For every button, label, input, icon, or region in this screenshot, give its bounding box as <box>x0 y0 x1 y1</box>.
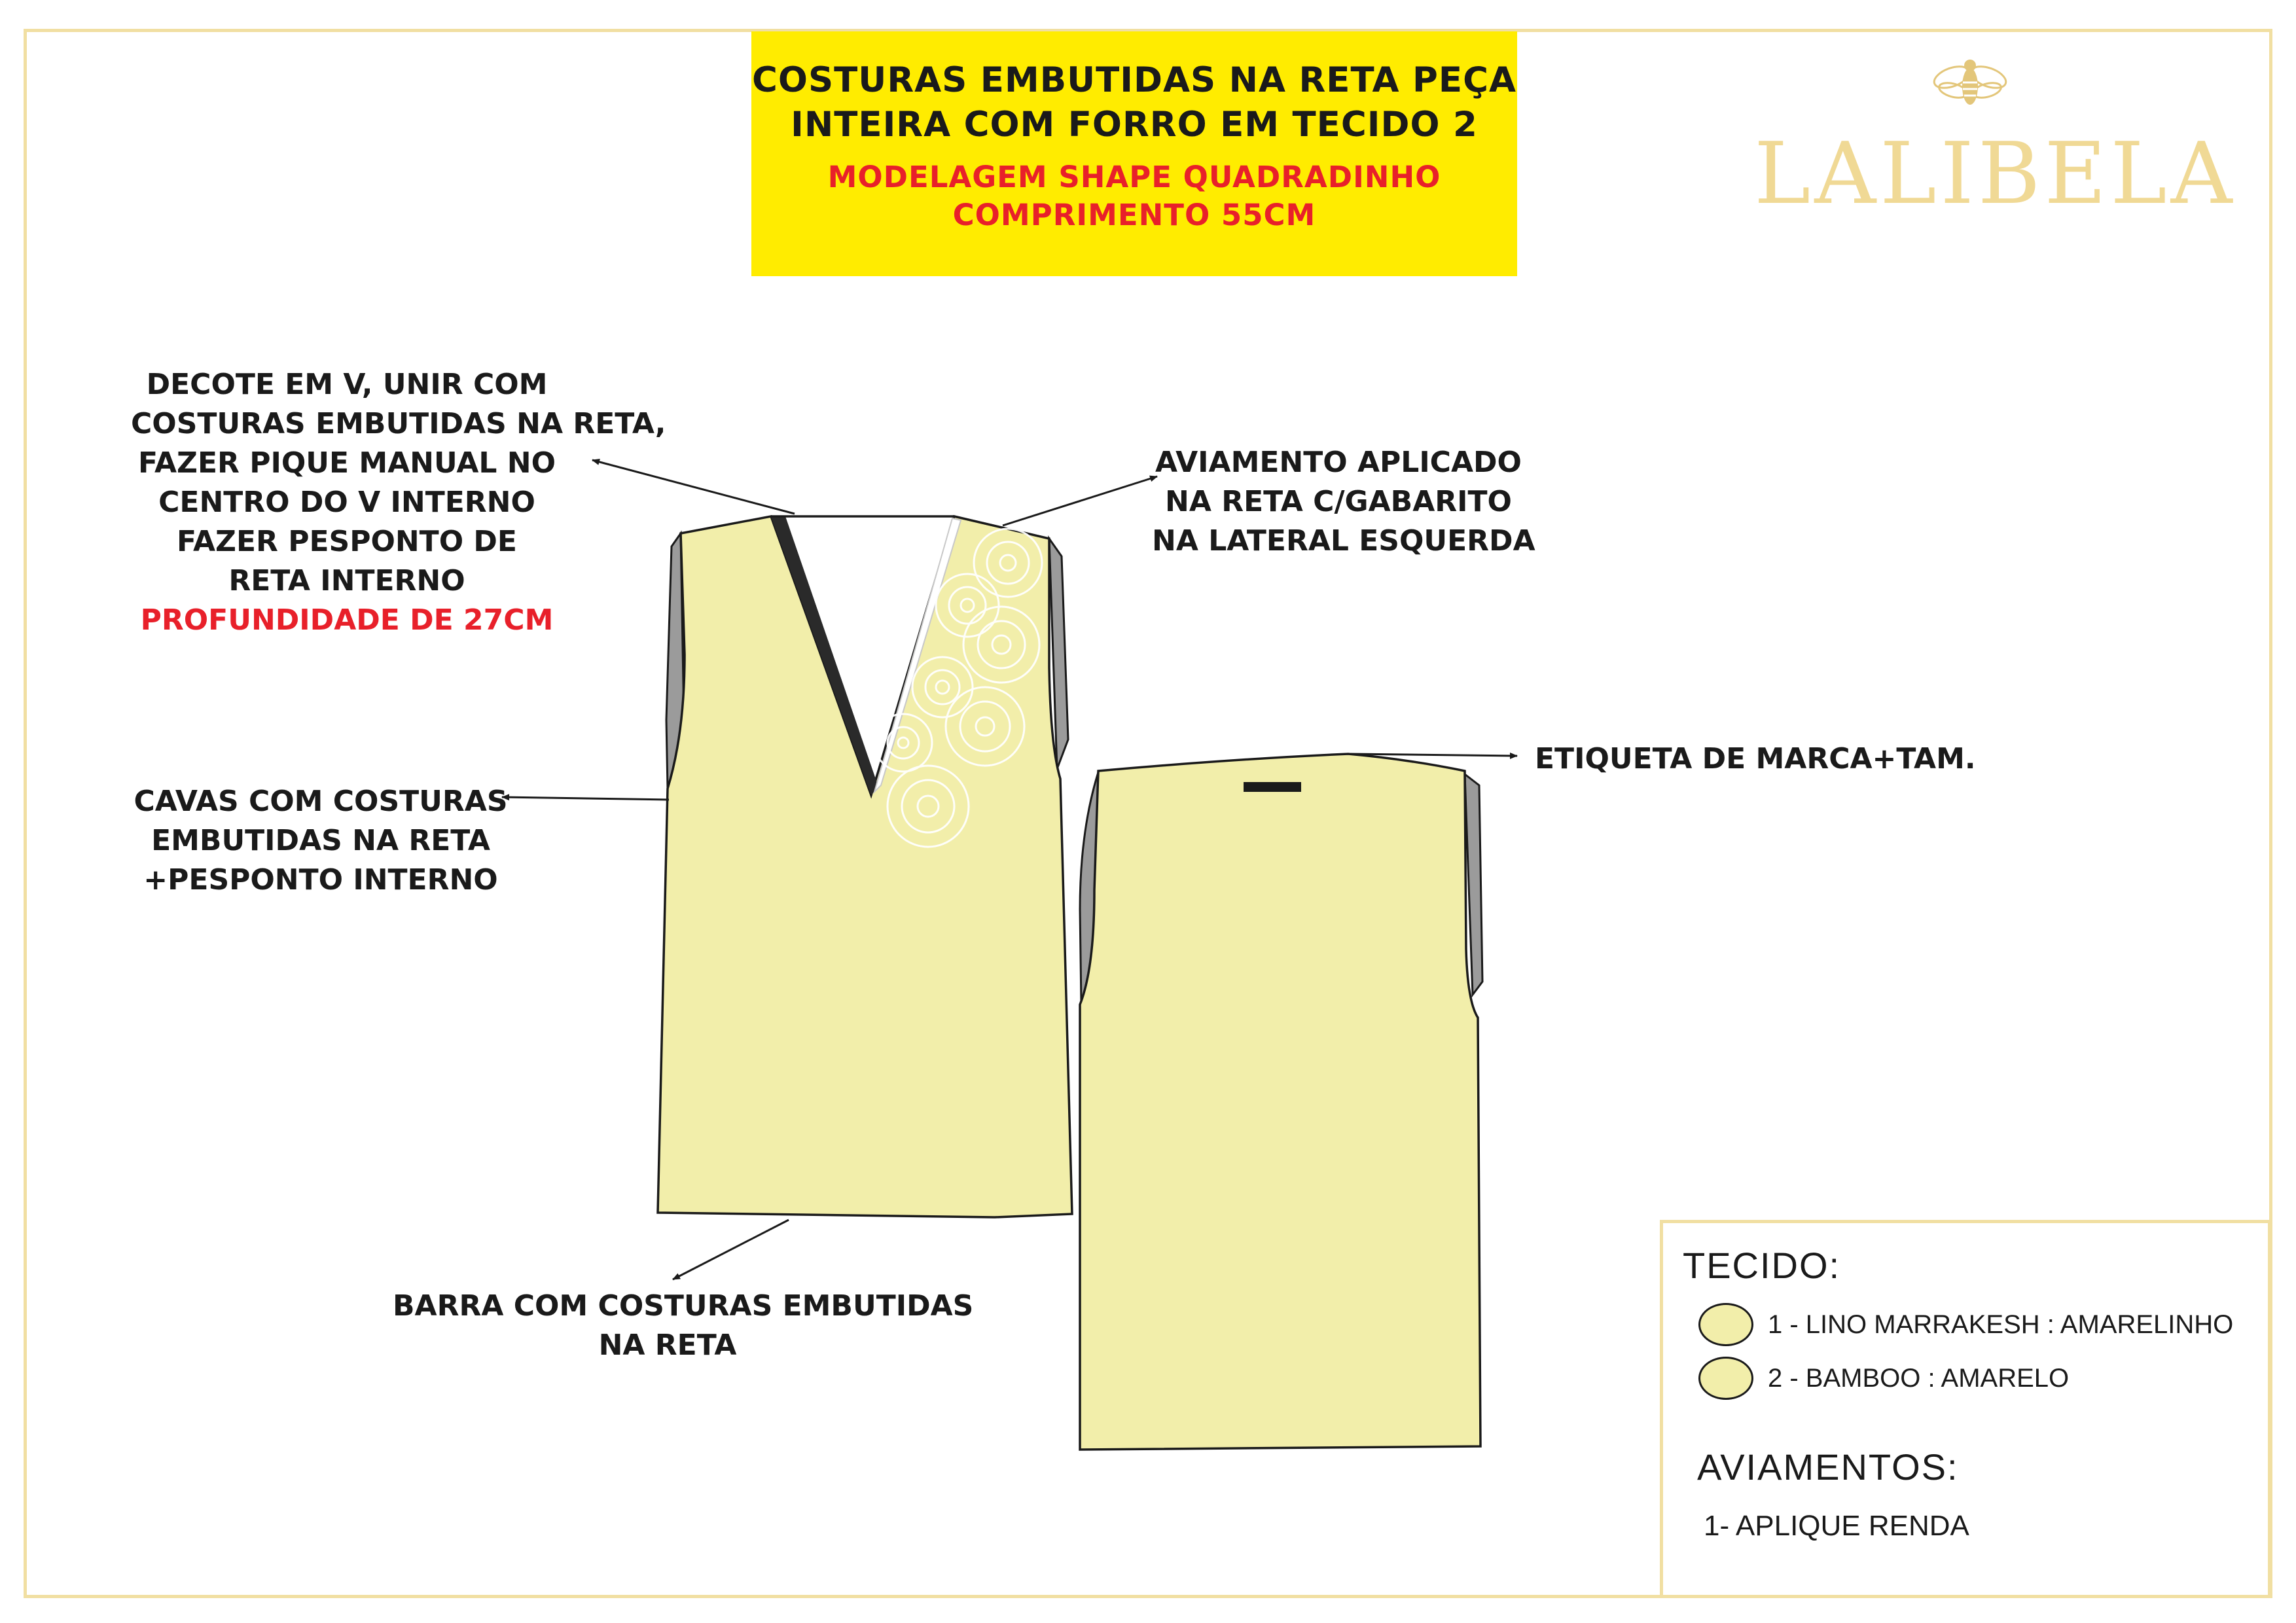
trim-note-line-3: NA LATERAL ESQUERDA <box>1152 524 1535 558</box>
arrow-trim <box>1003 476 1157 526</box>
trim-note <box>1152 443 1535 561</box>
hem-note <box>393 1287 974 1365</box>
trim-item-1: 1- APLIQUE RENDA <box>1704 1510 1969 1542</box>
fabric-heading: TECIDO: <box>1683 1245 1841 1286</box>
armhole-note-line-1: CAVAS COM COSTURAS <box>134 785 508 818</box>
fabric-swatch-1 <box>1698 1303 1753 1346</box>
subtitle-line-1: MODELAGEM SHAPE QUADRADINHO <box>827 160 1441 194</box>
trims-heading: AVIAMENTOS: <box>1697 1446 1959 1488</box>
neckline-note <box>131 365 666 640</box>
armhole-note <box>131 782 511 900</box>
label-note: ETIQUETA DE MARCA+TAM. <box>1535 742 1976 776</box>
back-body <box>1080 754 1480 1450</box>
fabric-swatch-2 <box>1698 1357 1753 1400</box>
armhole-note-line-2: EMBUTIDAS NA RETA <box>151 824 490 857</box>
arrow-armhole <box>502 797 669 800</box>
fabric-row-2 <box>1698 1354 2069 1402</box>
front-body <box>658 516 1072 1217</box>
neckline-note-line-1: DECOTE EM V, UNIR COM <box>146 368 548 401</box>
fabric-row-1 <box>1698 1300 2233 1349</box>
neckline-note-line-6: RETA INTERNO <box>228 564 465 597</box>
fabric-label-2: 2 - BAMBOO : AMARELO <box>1768 1363 2070 1393</box>
hem-note-line-1: BARRA COM COSTURAS EMBUTIDAS <box>393 1289 974 1323</box>
title-line-2: INTEIRA COM FORRO EM TECIDO 2 <box>791 105 1478 145</box>
trim-note-line-2: NA RETA C/GABARITO <box>1165 485 1512 518</box>
arrow-neckline <box>592 460 795 514</box>
back-view <box>1080 754 1482 1450</box>
trim-note-line-1: AVIAMENTO APLICADO <box>1155 446 1522 479</box>
brand-label-tag <box>1244 782 1301 792</box>
armhole-note-line-3: +PESPONTO INTERNO <box>143 863 498 897</box>
neckline-note-line-2: COSTURAS EMBUTIDAS NA RETA, <box>131 407 666 440</box>
fabric-label-1: 1 - LINO MARRAKESH : AMARELINHO <box>1768 1310 2234 1339</box>
neckline-note-line-4: CENTRO DO V INTERNO <box>158 486 535 519</box>
materials-legend <box>1660 1220 2271 1598</box>
neckline-note-line-5: FAZER PESPONTO DE <box>176 525 517 558</box>
front-view <box>658 516 1072 1217</box>
arrow-hem <box>673 1220 789 1279</box>
neckline-depth: PROFUNDIDADE DE 27CM <box>140 603 554 637</box>
hem-note-line-2: NA RETA <box>598 1329 737 1362</box>
brand-name: LALIBELA <box>1754 124 2236 223</box>
title-line-1: COSTURAS EMBUTIDAS NA RETA PEÇA <box>752 60 1516 100</box>
neckline-note-line-3: FAZER PIQUE MANUAL NO <box>137 446 556 480</box>
subtitle-line-2: COMPRIMENTO 55CM <box>952 198 1316 232</box>
